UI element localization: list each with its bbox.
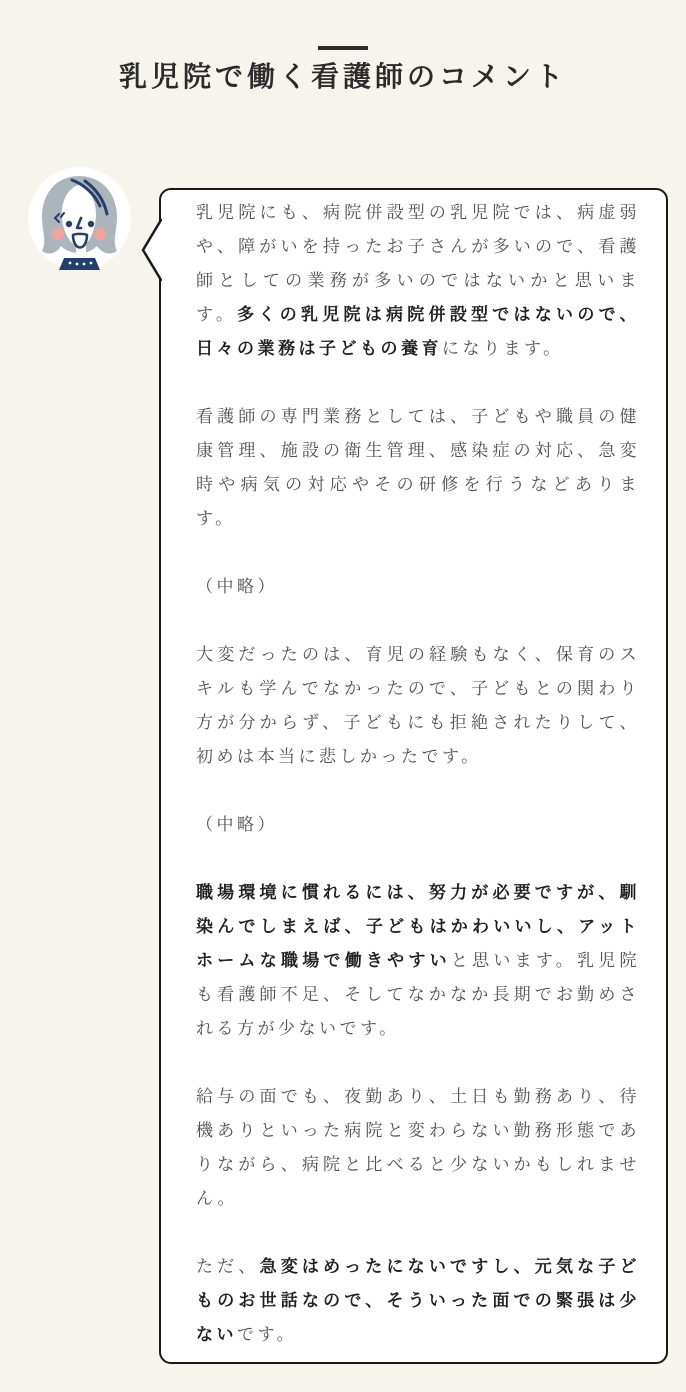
speech-bubble-tail-icon <box>140 218 162 282</box>
emphasized-text: 職場環境に慣れるには、努力が必要ですが、馴染んでしまえば、子どもはかわいいし、アットホームな職場で働きやすい <box>196 883 640 970</box>
text-segment: 看護師の専門業務としては、子どもや職員の健康管理、施設の衛生管理、感染症の対応、急変時や病気の対応やその研修を行うなどあります。 <box>196 407 640 528</box>
comment-paragraph <box>196 808 640 842</box>
text-segment: です。 <box>237 1325 298 1344</box>
text-segment: 乳児院にも、病院併設型の乳児院では、病虚弱や、障がいを持ったお子さんが多いので、看護師としての業務が多いのではないかと思います。 <box>196 203 640 324</box>
speech-bubble <box>159 188 668 1364</box>
nurse-avatar <box>28 167 131 270</box>
comment-paragraph <box>196 876 640 1046</box>
comment-paragraph <box>196 400 640 536</box>
title-decoration-bar <box>318 46 368 50</box>
comment-paragraph <box>196 638 640 774</box>
text-segment: と思います。乳児院も看護師不足、そしてなかなか長期でお勤めされる方が少ないです。 <box>196 951 641 1038</box>
text-segment: 給与の面でも、夜勤あり、土日も勤務あり、待機ありといった病院と変わらない勤務形態でありながら、病院と比べると少ないかもしれません。 <box>196 1087 640 1208</box>
speech-bubble-text <box>196 196 640 1352</box>
emphasized-text: 多くの乳児院は病院併設型ではないので、日々の業務は子どもの養育 <box>196 305 640 358</box>
text-segment: （中略） <box>196 577 278 596</box>
nurse-avatar-illustration <box>28 167 131 270</box>
section-title: 乳児院で働く看護師のコメント <box>118 61 567 92</box>
comment-paragraph <box>196 1250 640 1352</box>
comment-paragraph <box>196 570 640 604</box>
text-segment: ただ、 <box>196 1257 260 1276</box>
emphasized-text: 急変はめったにないですし、元気な子どものお世話なので、そういった面での緊張は少ない <box>196 1257 640 1344</box>
text-segment: （中略） <box>196 815 278 834</box>
comment-paragraph <box>196 196 640 366</box>
text-segment: になります。 <box>442 339 564 358</box>
text-segment: 大変だったのは、育児の経験もなく、保育のスキルも学んでなかったので、子どもとの関わり方が分からず、子どもにも拒絶されたりして、初めは本当に悲しかったです。 <box>196 645 640 766</box>
comment-paragraph <box>196 1080 640 1216</box>
